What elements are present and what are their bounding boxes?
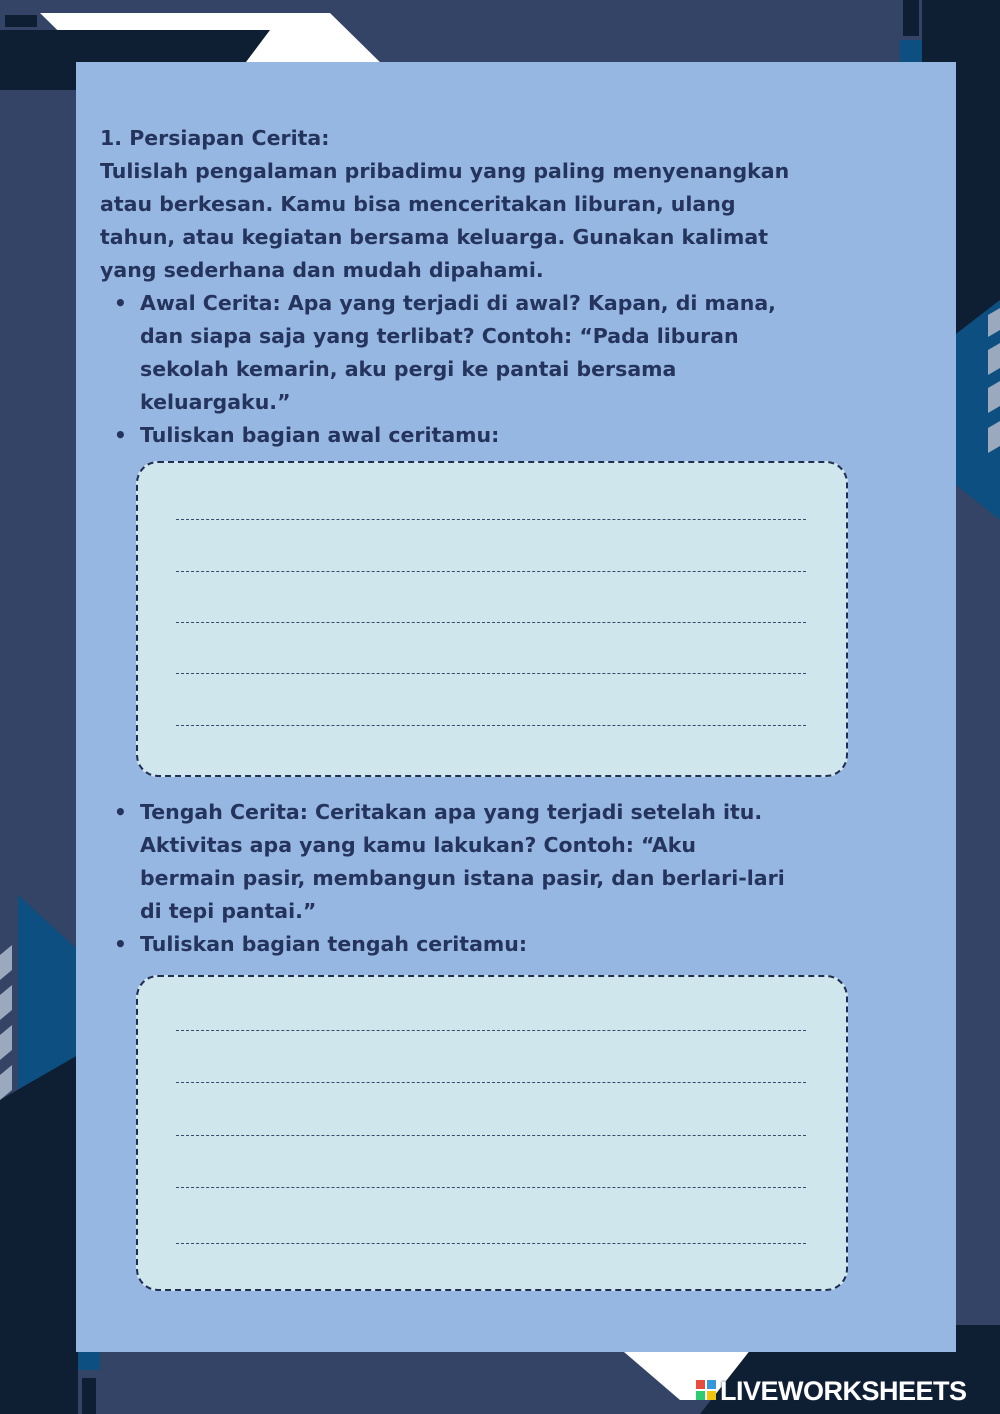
answer-line[interactable] [176, 725, 806, 726]
answer-line[interactable] [176, 1187, 806, 1188]
answer-line[interactable] [176, 1135, 806, 1136]
worksheet-content [100, 122, 790, 452]
answer-line[interactable] [176, 1082, 806, 1083]
section1-list [100, 287, 790, 452]
answer-line[interactable] [176, 673, 806, 674]
section2-list [100, 796, 790, 961]
bottom-left-navy-panel [0, 1055, 78, 1414]
liveworksheets-logo-icon [696, 1380, 716, 1400]
answer-line[interactable] [176, 1030, 806, 1031]
answer-line[interactable] [176, 571, 806, 572]
answer-line[interactable] [176, 519, 806, 520]
watermark-text: LIVEWORKSHEETS [720, 1376, 967, 1406]
answer-line[interactable] [176, 622, 806, 623]
worksheet-content-2 [100, 796, 790, 961]
answer-box-awal[interactable] [136, 461, 848, 777]
instructions-paragraph: Tulislah pengalaman pribadimu yang paling menyenangkan atau berkesan. Kamu bisa menceritakan liburan, ulang tahun, atau kegiatan bersama keluarga. Gunakan kalimat yang sederhana dan mudah dipahami. [100, 159, 790, 282]
list-item-awal-cerita: • Awal Cerita: Apa yang terjadi di awal? Kapan, di mana, dan siapa saja yang terlibat? Contoh: “Pada liburan sekolah kemarin, aku pergi ke pantai bersama keluargaku.” [140, 287, 790, 419]
list-item-task-awal: • Tuliskan bagian awal ceritamu: [140, 419, 790, 452]
top-right-bar [903, 0, 919, 36]
section-heading: 1. Persiapan Cerita: [100, 126, 330, 150]
top-left-small-bar [5, 15, 37, 27]
list-item-task-tengah: • Tuliskan bagian tengah ceritamu: [140, 928, 790, 961]
answer-line[interactable] [176, 1243, 806, 1244]
bottom-left-small-bar [82, 1378, 96, 1414]
list-item-tengah-cerita: • Tengah Cerita: Ceritakan apa yang terjadi setelah itu. Aktivitas apa yang kamu lakukan? Contoh: “Aku bermain pasir, membangun istana pasir, dan berlari-lari di tepi pantai.” [140, 796, 790, 928]
answer-box-tengah[interactable] [136, 975, 848, 1291]
bottom-left-stripes [0, 945, 12, 1100]
worksheet-page [76, 62, 956, 1352]
